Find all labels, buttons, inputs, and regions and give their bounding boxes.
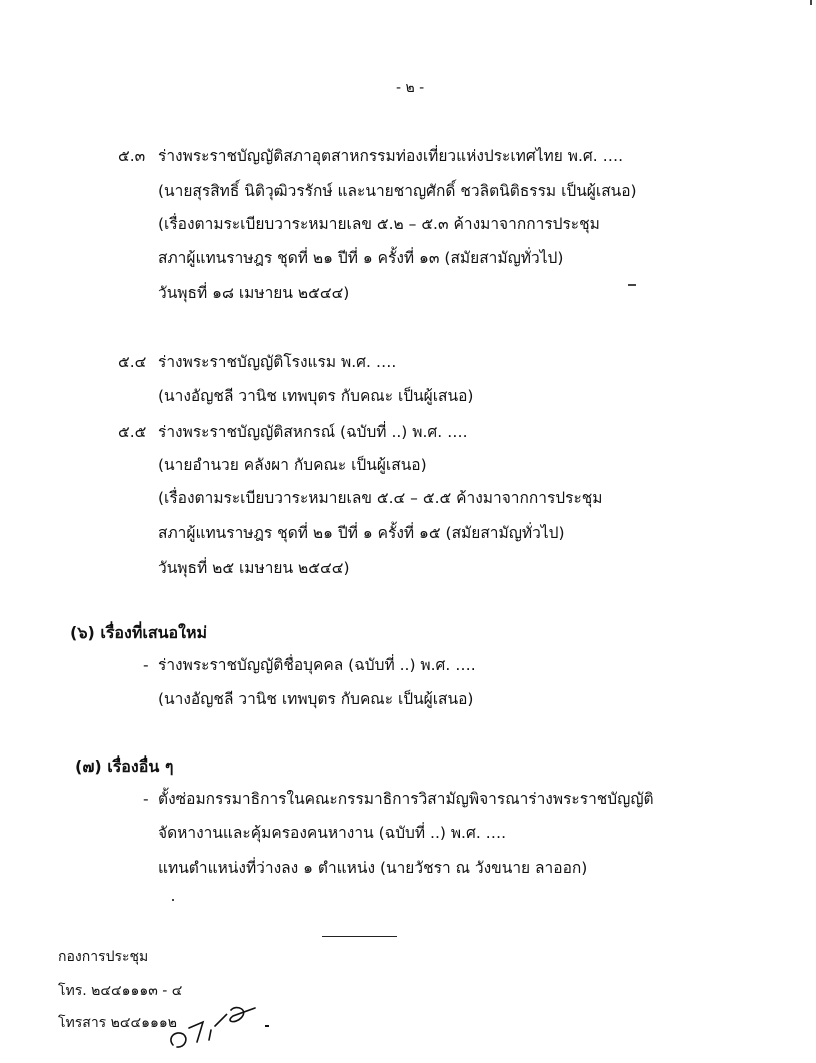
- item-title: ร่างพระราชบัญญัติสหกรณ์ (ฉบับที่ ..) พ.ศ. ….: [158, 423, 468, 441]
- footer-phone: โทร. ๒๔๔๑๑๑๓ - ๔: [58, 983, 183, 999]
- item-note-line: สภาผู้แทนราษฎร ชุดที่ ๒๑ ปีที่ ๑ ครั้งที่ ๑๕ (สมัยสามัญทั่วไป): [158, 524, 565, 542]
- item-note-line: วันพุธที่ ๑๘ เมษายน ๒๕๔๔): [158, 284, 350, 302]
- bullet-dash: -: [143, 790, 149, 808]
- handwritten-annotation: [165, 1000, 285, 1060]
- item-title: ร่างพระราชบัญญัติโรงแรม พ.ศ. ….: [158, 353, 397, 371]
- divider-rule: [322, 936, 397, 937]
- page-number: - ๒ -: [396, 80, 425, 96]
- item-proposer: (นายสุรสิทธิ์ นิติวุฒิวรรักษ์ และนายชาญศักดิ์ ชวลิตนิติธรรม เป็นผู้เสนอ): [158, 182, 637, 200]
- item-number: ๕.๓: [118, 147, 146, 165]
- item-note-line: วันพุธที่ ๒๕ เมษายน ๒๕๔๔): [158, 559, 350, 577]
- item-number: ๕.๕: [118, 423, 147, 441]
- item-number: ๕.๔: [118, 353, 147, 371]
- other-matter-line: ตั้งซ่อมกรรมาธิการในคณะกรรมาธิการวิสามัญพิจารณาร่างพระราชบัญญัติ: [158, 790, 654, 808]
- item-note-line: สภาผู้แทนราษฎร ชุดที่ ๒๑ ปีที่ ๑ ครั้งที่ ๑๓ (สมัยสามัญทั่วไป): [158, 249, 564, 267]
- footer-fax: โทรสาร ๒๔๔๑๑๑๒: [58, 1015, 177, 1031]
- item-note-line: (เรื่องตามระเบียบวาระหมายเลข ๕.๔ – ๕.๕ ค้างมาจากการประชุม: [158, 489, 603, 507]
- item-title: ร่างพระราชบัญญัติสภาอุตสาหกรรมท่องเที่ยวแห่งประเทศไทย พ.ศ. ….: [158, 147, 624, 165]
- bullet-dash: -: [143, 656, 149, 674]
- bill-proposer: (นางอัญชลี วานิช เทพบุตร กับคณะ เป็นผู้เสนอ): [158, 690, 474, 708]
- item-note-line: (เรื่องตามระเบียบวาระหมายเลข ๕.๒ – ๕.๓ ค้างมาจากการประชุม: [158, 215, 600, 233]
- footer-department: กองการประชุม: [58, 949, 149, 965]
- other-matter-line: แทนตำแหน่งที่ว่างลง ๑ ตำแหน่ง (นายวัชรา ณ วังขนาย ลาออก): [158, 859, 588, 877]
- other-matter-line: จัดหางานและคุ้มครองคนหางาน (ฉบับที่ ..) พ.ศ. ….: [158, 824, 507, 842]
- scan-speck: [810, 0, 812, 5]
- scan-speck: [172, 899, 174, 901]
- scan-speck: [628, 284, 636, 286]
- section-heading: (๖) เรื่องที่เสนอใหม่: [70, 623, 208, 642]
- item-proposer: (นายอำนวย คลังผา กับคณะ เป็นผู้เสนอ): [158, 456, 427, 474]
- section-heading: (๗) เรื่องอื่น ๆ: [75, 757, 174, 776]
- item-proposer: (นางอัญชลี วานิช เทพบุตร กับคณะ เป็นผู้เสนอ): [158, 387, 474, 405]
- bill-title: ร่างพระราชบัญญัติชื่อบุคคล (ฉบับที่ ..) พ.ศ. ….: [158, 656, 476, 674]
